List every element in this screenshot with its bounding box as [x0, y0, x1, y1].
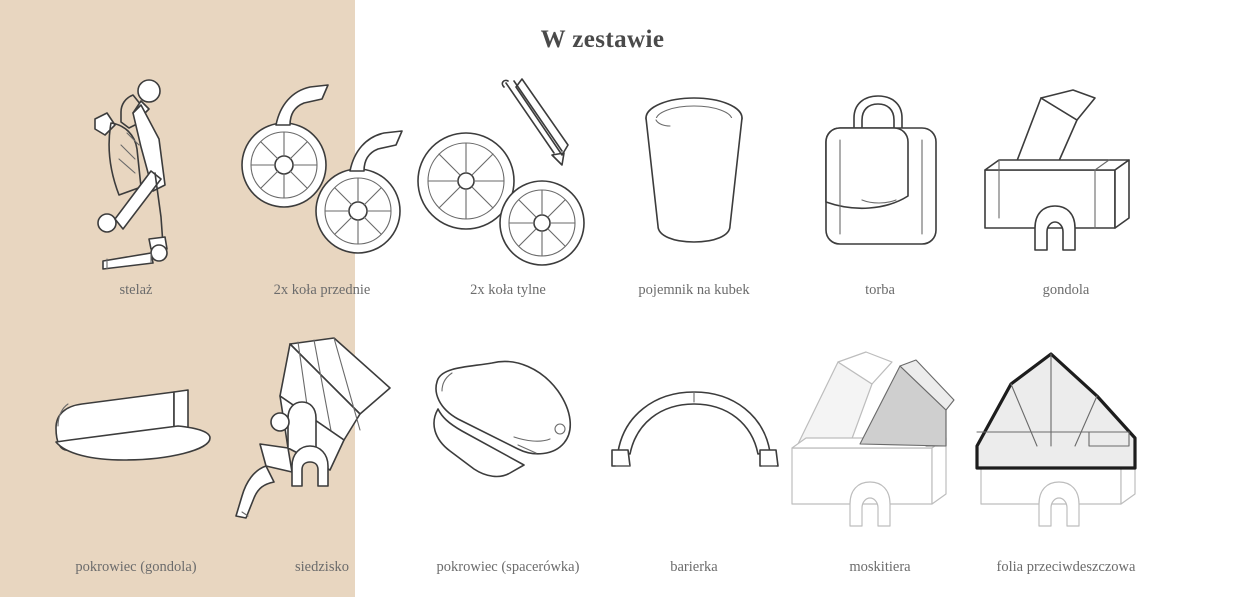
items-grid: [0, 70, 1240, 590]
items-row-top: [0, 70, 1240, 325]
item-carrycot: [973, 70, 1159, 325]
rain-cover-icon: [973, 323, 1159, 528]
item-label: 2x koła tylne: [470, 282, 546, 298]
item-label: pokrowiec (gondola): [75, 559, 197, 575]
item-bumper-bar: [601, 323, 787, 578]
bag-icon: [787, 70, 973, 275]
item-mosquito-net: [787, 323, 973, 578]
item-stroller-frame: [43, 70, 229, 325]
item-bag: [787, 70, 973, 325]
page-title: W zestawie: [540, 26, 665, 53]
bumper-bar-icon: [601, 323, 787, 528]
item-carrycot-cover: [43, 323, 229, 578]
seat-unit-icon: [229, 323, 415, 528]
cup-holder-icon: [601, 70, 787, 275]
item-label: stelaż: [119, 282, 153, 298]
item-label: gondola: [1042, 282, 1090, 298]
stroller-frame-icon: [43, 70, 229, 275]
rear-wheels-icon: [415, 70, 601, 275]
item-cup-holder: [601, 70, 787, 325]
item-seat-cover: [415, 323, 601, 578]
item-seat-unit: [229, 323, 415, 578]
item-rain-cover: [973, 323, 1159, 578]
item-label: torba: [865, 282, 895, 298]
item-label: barierka: [670, 559, 718, 575]
item-front-wheels: [229, 70, 415, 325]
item-label: folia przeciwdeszczowa: [996, 559, 1136, 575]
carrycot-cover-icon: [43, 323, 229, 528]
item-label: moskitiera: [849, 559, 911, 575]
item-label: pokrowiec (spacerówka): [436, 559, 580, 575]
carrycot-icon: [973, 70, 1159, 275]
mosquito-net-icon: [787, 323, 973, 528]
item-label: 2x koła przednie: [273, 282, 371, 298]
seat-cover-icon: [415, 323, 601, 528]
item-rear-wheels: [415, 70, 601, 325]
front-wheels-icon: [229, 70, 415, 275]
items-row-bottom: [0, 323, 1240, 578]
item-label: pojemnik na kubek: [638, 282, 750, 298]
item-label: siedzisko: [295, 559, 349, 575]
